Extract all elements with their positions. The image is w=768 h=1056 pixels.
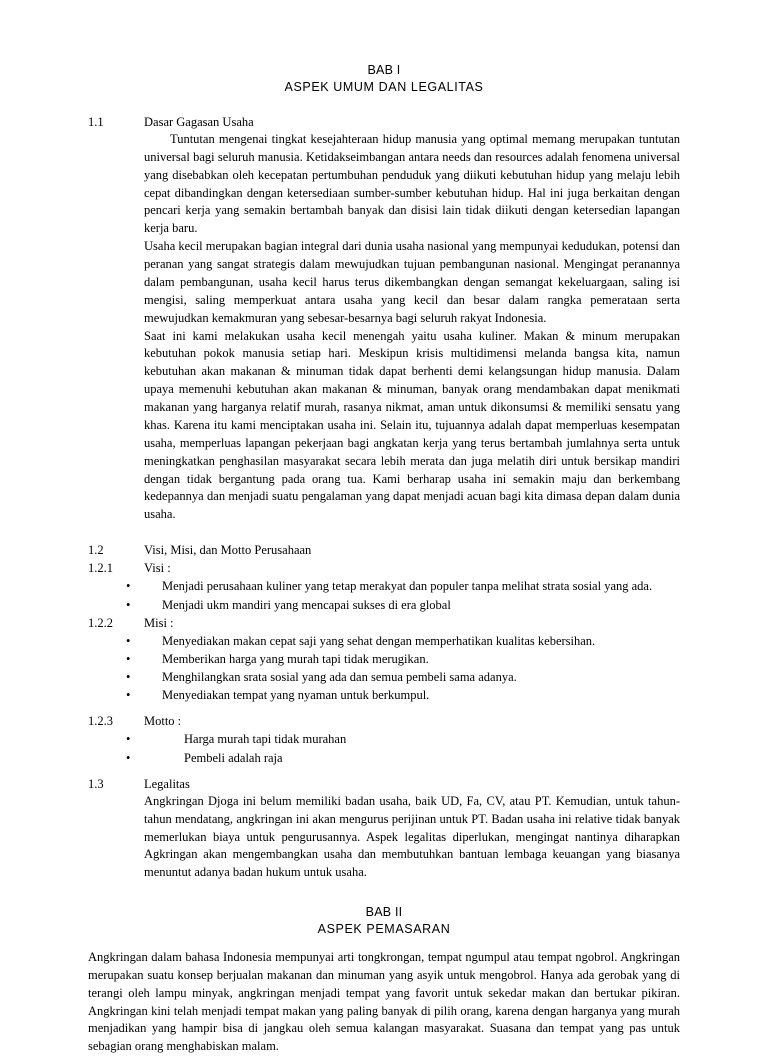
section-1-2-2-title: Misi : — [144, 615, 174, 630]
section-1-2-1-title: Visi : — [144, 561, 171, 576]
section-1-2-title: Visi, Misi, dan Motto Perusahaan — [144, 543, 312, 558]
section-1-2-2-number: 1.2.2 — [88, 615, 113, 630]
motto-list — [88, 730, 680, 766]
visi-list — [88, 577, 680, 613]
chapter-2-heading — [88, 904, 680, 938]
list-item: • Menyediakan makan cepat saji yang sehat dengan memperhatikan kualitas kebersihan. — [88, 632, 680, 650]
list-item: • Pembeli adalah raja — [88, 749, 680, 767]
list-item: • Menyediakan tempat yang nyaman untuk berkumpul. — [88, 686, 680, 704]
section-1-3-number: 1.3 — [88, 776, 104, 791]
section-1-3 — [88, 775, 680, 883]
section-1-2-3 — [88, 712, 680, 730]
section-1-1-number: 1.1 — [88, 114, 104, 129]
chapter-1-heading — [88, 62, 680, 96]
list-item: • Menjadi ukm mandiri yang mencapai sukses di era global — [88, 596, 680, 614]
section-1-2 — [88, 541, 680, 559]
section-1-1-paragraph-1: Tuntutan mengenai tingkat kesejahteraan hidup manusia yang optimal memang merupakan tuntutan universal bagi seluruh manusia. Ketidakseimbangan antara needs dan resources adalah fenomena universal yang disebabkan oleh kecepatan pertumbuhan penduduk yang diikuti kebutuhan hidup yang melaju lebih cepat dibandingkan dengan ketersediaan sumber-sumber kebutuhan hidup. Hal ini juga berkaitan dengan pencari kerja yang semakin bertambah banyak dan disisi lain tidak diikuti dengan ketersedian lapangan kerja baru. — [144, 131, 680, 236]
list-item: • Menghilangkan srata sosial yang ada dan semua pembeli sama adanya. — [88, 668, 680, 686]
section-1-1-title: Dasar Gagasan Usaha — [144, 114, 254, 129]
chapter-2-title: ASPEK PEMASARAN — [317, 922, 451, 936]
section-1-1-paragraph-2: Usaha kecil merupakan bagian integral dari dunia usaha nasional yang mempunyai kedudukan, potensi dan peranan yang sangat strategis dalam mewujudkan tujuan pembangunan nasional. Mengingat peranannya dalam pembangunan, usaha kecil harus terus dikembangkan dengan semangat kekeluargaan, saling isi mengisi, saling memperkuat antara usaha yang kecil dan besar dalam rangka pemerataan serta mewujudkan kemakmuran yang sebesar-besarnya bagi seluruh rakyat Indonesia. — [144, 239, 680, 325]
section-1-2-3-number: 1.2.3 — [88, 714, 113, 729]
chapter-2-paragraph: Angkringan dalam bahasa Indonesia mempunyai arti tongkrongan, tempat ngumpul atau tempat ngobrol. Angkringan merupakan suatu konsep berjualan makanan dan minuman yang asyik untuk mengobrol. Hanya ada gerobak yang di terangi oleh lampu minyak, angkringan menjadi tempat yang favorit untuk sekedar makan dan bertukar pikiran. Angkringan kini telah menjadi tempat makan yang paling banyak di pilih orang, karena dengan harganya yang murah menjadikan yang hampir bisa di jangkau oleh semua kalangan masyarakat. Suasana dan tempat yang pas untuk sebagian orang menghabiskan malam. — [88, 949, 680, 1054]
chapter-1-number: BAB I — [367, 63, 401, 77]
section-1-2-1-number: 1.2.1 — [88, 561, 113, 576]
section-1-2-3-title: Motto : — [144, 714, 182, 729]
section-1-3-paragraph-1: Angkringan Djoga ini belum memiliki badan usaha, baik UD, Fa, CV, atau PT. Kemudian, untuk tahun-tahun mendatang, angkringan ini akan mengurus perijinan untuk PT. Badan usaha ini relative tidak banyak memerlukan biaya untuk pengurusannya. Aspek legalitas diperlukan, mengingat nantinya diharapkan Agkringan akan mengembangkan usaha dan membutuhkan bantuan lembaga keuangan yang biasanya menuntut adanya badan hukum untuk usaha. — [144, 793, 680, 880]
chapter-2-number: BAB II — [365, 905, 403, 920]
section-1-2-1 — [88, 559, 680, 577]
section-1-2-number: 1.2 — [88, 543, 104, 558]
section-1-1 — [88, 113, 680, 524]
misi-list — [88, 632, 680, 705]
section-1-1-paragraph-3: Saat ini kami melakukan usaha kecil menengah yaitu usaha kuliner. Makan & minum merupakan kebutuhan pokok manusia setiap hari. Meskipun krisis multidimensi melanda bangsa kita, namun kebutuhan akan makanan & minuman tidak dapat berhenti demi kelangsungan hidup manusia. Dalam upaya memenuhi kebutuhan akan makanan & minuman, banyak orang mendambakan dapat menikmati makanan yang harganya relatif murah, rasanya nikmat, aman untuk dikonsumsi & memiliki sensatu yang khas. Karena itu kami menciptakan usaha ini. Selain itu, tujuannya adalah dapat memperluas kesempatan usaha, memperluas lapangan pekerjaan bagi angkatan kerja yang terus bertambah jumlahnya serta untuk meningkatkan penghasilan masyarakat secara lebih merata dan juga melatih diri untuk bersikap mandiri dengan tidak bergantung pada orang tua. Kami berharap usaha ini semakin maju dan berkembang kedepannya dan menjadi suatu pengalaman yang dapat menjadi acuan bagi kita dimasa depan dalam dunia usaha. — [144, 328, 680, 522]
chapter-1-title: ASPEK UMUM DAN LEGALITAS — [284, 79, 484, 94]
list-item: • Menjadi perusahaan kuliner yang tetap merakyat dan populer tanpa melihat strata sosial yang ada. — [88, 577, 680, 595]
chapter-2-body — [88, 949, 680, 1056]
section-1-3-title: Legalitas — [144, 776, 190, 791]
list-item: • Memberikan harga yang murah tapi tidak merugikan. — [88, 650, 680, 668]
section-1-2-2 — [88, 614, 680, 632]
list-item: • Harga murah tapi tidak murahan — [88, 730, 680, 748]
